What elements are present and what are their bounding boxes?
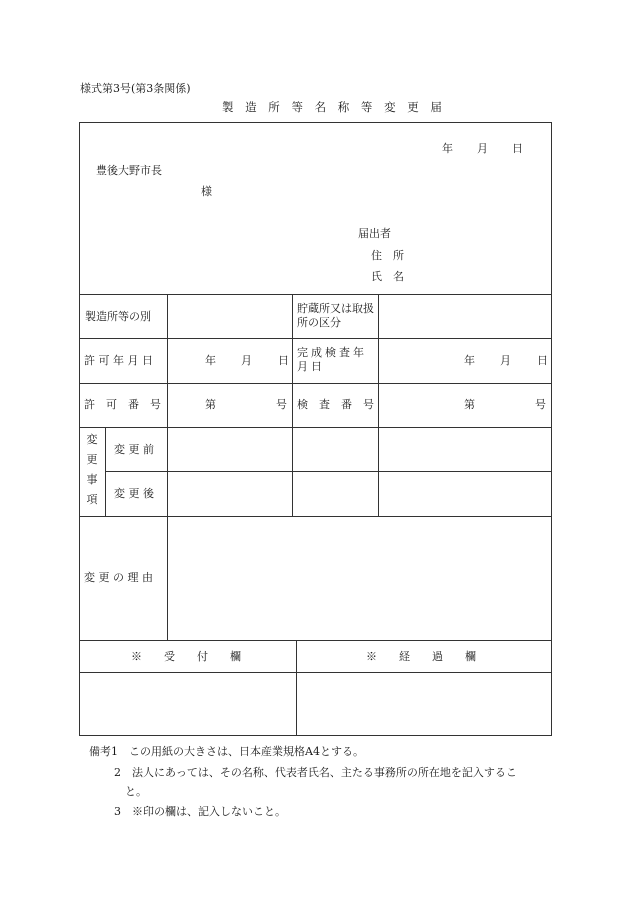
permit-no-dai: 第: [205, 398, 216, 411]
before-change-label: 変 更 前: [114, 443, 154, 456]
row-divider: [79, 427, 552, 428]
inspection-date-label: 完成検査年月日: [297, 346, 367, 373]
inspection-no-label: 検 査 番 号: [297, 398, 374, 411]
name-label: 氏 名: [371, 270, 404, 283]
form-table: [79, 122, 552, 736]
storage-type-label: 貯蔵所又は取扱所の区分: [297, 302, 374, 329]
permit-date-year: 年: [205, 354, 216, 367]
honorific: 様: [201, 185, 212, 198]
permit-date-label: 許 可 年 月 日: [84, 354, 153, 367]
col-divider: [296, 640, 297, 736]
row-divider: [79, 516, 552, 517]
date-day: 日: [512, 142, 523, 155]
inspection-date-year: 年: [464, 354, 475, 367]
addressee: 豊後大野市長: [96, 164, 162, 177]
col-divider: [105, 427, 106, 516]
progress-label: ※ 経 過 欄: [366, 650, 476, 663]
note-2-cont: と。: [125, 785, 147, 798]
permit-no-label: 許 可 番 号: [84, 398, 161, 411]
applicant-label: 届出者: [358, 227, 391, 240]
row-divider: [105, 471, 552, 472]
permit-date-day: 日: [278, 354, 289, 367]
after-change-label: 変 更 後: [114, 487, 154, 500]
col-divider: [292, 294, 293, 516]
date-year: 年: [442, 142, 453, 155]
facility-type-label: 製造所等の別: [85, 310, 151, 323]
inspection-no-go: 号: [535, 398, 546, 411]
row-divider: [79, 640, 552, 641]
address-label: 住 所: [371, 249, 404, 262]
row-divider: [79, 383, 552, 384]
note-1: 備考1 この用紙の大きさは、日本産業規格A4とする。: [89, 745, 364, 758]
row-divider: [79, 294, 552, 295]
col-divider: [378, 294, 379, 516]
note-3: 3 ※印の欄は、記入しないこと。: [114, 805, 286, 818]
inspection-date-day: 日: [537, 354, 548, 367]
change-items-label: 変 更 事 項: [86, 433, 98, 506]
inspection-date-month: 月: [500, 354, 511, 367]
row-divider: [79, 338, 552, 339]
permit-no-go: 号: [276, 398, 287, 411]
note-2: 2 法人にあっては、その名称、代表者氏名、主たる事務所の所在地を記入するこ: [114, 766, 517, 779]
col-divider: [167, 294, 168, 640]
reason-label: 変 更 の 理 由: [84, 571, 153, 584]
date-month: 月: [477, 142, 488, 155]
reception-label: ※ 受 付 欄: [131, 650, 241, 663]
row-divider: [79, 672, 552, 673]
form-id: 様式第3号(第3条関係): [80, 82, 191, 95]
inspection-no-dai: 第: [464, 398, 475, 411]
permit-date-month: 月: [241, 354, 252, 367]
page-title: 製 造 所 等 名 称 等 変 更 届: [222, 100, 446, 114]
